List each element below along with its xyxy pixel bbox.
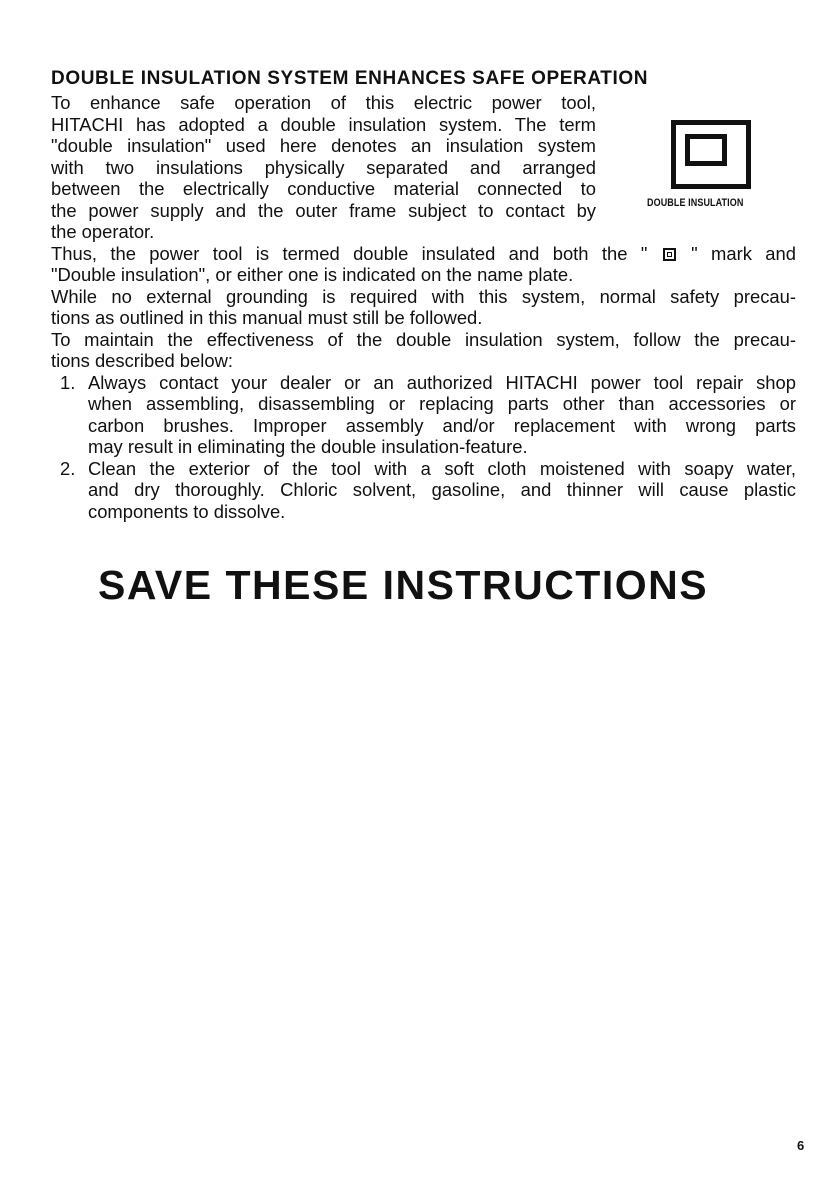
intro-line: To enhance safe operation of this electric power tool, (51, 92, 596, 113)
list-line: Clean the exterior of the tool with a soft cloth moistened with soapy water, (88, 457, 796, 479)
list-item (51, 458, 796, 523)
list-line: components to dissolve. (88, 500, 286, 522)
list-item (51, 372, 796, 458)
symbol-inner-square (685, 134, 727, 166)
paragraph-line: the operator. (51, 221, 155, 242)
paragraph-line: To maintain the effectiveness of the double insulation system, follow the precau- (51, 328, 796, 350)
intro-line: the power supply and the outer frame subject to contact by (51, 199, 596, 221)
section-heading: DOUBLE INSULATION SYSTEM ENHANCES SAFE OPERATION (51, 68, 649, 89)
list-number-text: 1. (60, 371, 76, 393)
save-instructions-title: SAVE THESE INSTRUCTIONS (98, 562, 709, 608)
list-body (88, 372, 796, 458)
intro-paragraph (51, 92, 596, 221)
list-number (51, 458, 88, 523)
page-number: 6 (797, 1138, 805, 1153)
paragraph-line: tions described below: (51, 350, 233, 371)
list-line: carbon brushes. Improper assembly and/or replacement with wrong parts (88, 414, 796, 436)
intro-line: between the electrically conductive material connected to (51, 178, 596, 199)
intro-line: HITACHI has adopted a double insulation system. The term (51, 113, 596, 135)
symbol-label: DOUBLE INSULATION (647, 197, 744, 209)
intro-line: "double insulation" used here denotes an insulation system (51, 135, 596, 156)
list-number-text: 2. (60, 457, 76, 479)
paragraph-line: tions as outlined in this manual must still be followed. (51, 307, 483, 328)
paragraph-line-with-symbol (51, 243, 796, 265)
paragraph-text: " mark and (691, 242, 796, 264)
list-line: may result in eliminating the double insulation-feature. (88, 436, 528, 457)
list-line: when assembling, disassembling or replacing parts other than accessories or (88, 393, 796, 414)
paragraph-text: Thus, the power tool is termed double insulated and both the " (51, 242, 648, 264)
double-insulation-inline-icon (663, 248, 676, 261)
intro-line: with two insulations physically separated and arranged (51, 156, 596, 178)
list-line: Always contact your dealer or an authorized HITACHI power tool repair shop (88, 371, 796, 393)
list-number (51, 372, 88, 458)
list-body (88, 458, 796, 523)
list-line: and dry thoroughly. Chloric solvent, gasoline, and thinner will cause plastic (88, 479, 796, 500)
double-insulation-icon (667, 120, 754, 192)
main-text (51, 221, 796, 522)
paragraph-line: "Double insulation", or either one is indicated on the name plate. (51, 264, 574, 285)
paragraph-line: While no external grounding is required with this system, normal safety precau- (51, 285, 796, 307)
